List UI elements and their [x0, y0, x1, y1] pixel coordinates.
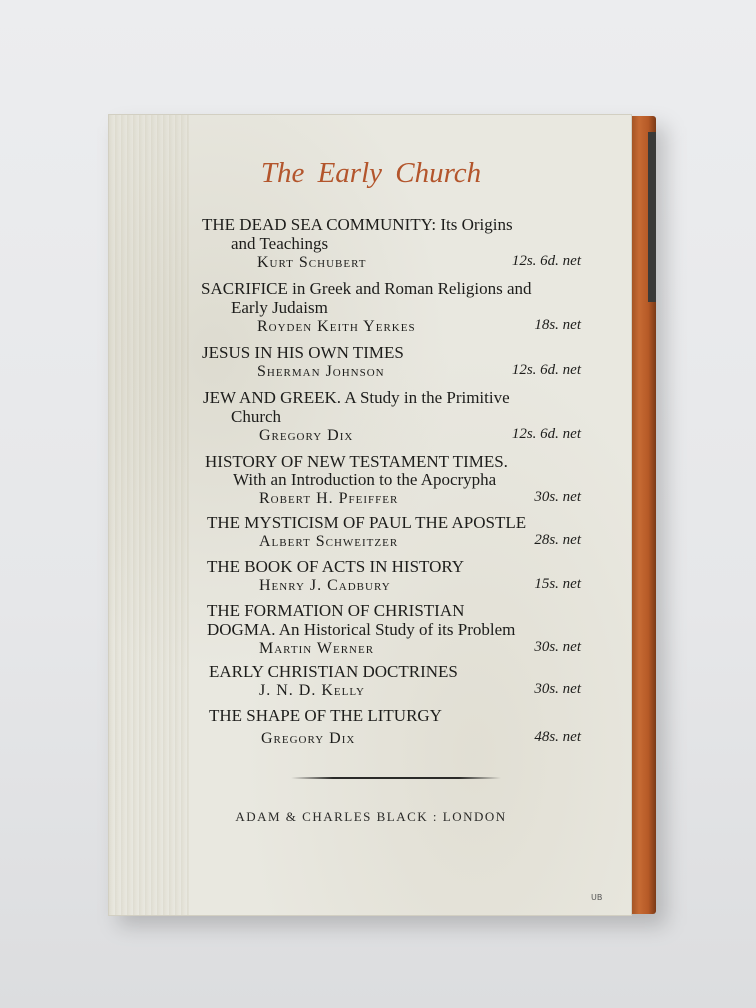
entry-title-line: THE FORMATION OF CHRISTIAN [207, 601, 465, 620]
entry-author: Robert H. Pfeiffer [259, 490, 399, 507]
entry-title-line: THE SHAPE OF THE LITURGY [209, 706, 442, 725]
entry-author: Gregory Dix [259, 427, 354, 444]
book [108, 114, 660, 916]
entry-price: 30s. net [534, 639, 581, 655]
entry-price: 15s. net [534, 576, 581, 592]
entry-title-line: With an Introduction to the Apocrypha [233, 470, 497, 489]
entry-price: 48s. net [534, 729, 581, 745]
entry-price: 18s. net [534, 317, 581, 333]
entry-title-line: Church [231, 407, 282, 426]
entry-author: Albert Schweitzer [259, 533, 399, 550]
book-list [109, 115, 633, 917]
entry-price: 12s. 6d. net [511, 253, 581, 269]
entry-price: 30s. net [534, 489, 581, 505]
entry-author: Kurt Schubert [257, 254, 367, 271]
entry-title-line: THE MYSTICISM OF PAUL THE APOSTLE [207, 513, 527, 532]
entry-price: 12s. 6d. net [511, 426, 581, 442]
entry-author: Martin Werner [259, 640, 375, 657]
entry-title-line: EARLY CHRISTIAN DOCTRINES [209, 662, 458, 681]
publisher-imprint: ADAM & CHARLES BLACK : LONDON [235, 809, 507, 824]
entry-title-line: THE DEAD SEA COMMUNITY: Its Origins [202, 215, 513, 234]
entry-title-line: HISTORY OF NEW TESTAMENT TIMES. [205, 452, 508, 471]
entry-title-line: SACRIFICE in Greek and Roman Religions and [201, 279, 532, 298]
cover-title: The Early Church [260, 157, 482, 189]
printer-code: UB [591, 893, 603, 902]
spine-label-strip [648, 132, 656, 302]
entry-price: 12s. 6d. net [511, 362, 581, 378]
entry-price: 28s. net [534, 532, 581, 548]
entry-title-line: and Teachings [231, 234, 329, 253]
entry-title-line: Early Judaism [231, 298, 328, 317]
entry-author: J. N. D. Kelly [259, 682, 365, 699]
entry-author: Gregory Dix [261, 730, 356, 747]
entry-title-line: JEW AND GREEK. A Study in the Primitive [203, 388, 510, 407]
entry-title-line: THE BOOK OF ACTS IN HISTORY [207, 557, 465, 576]
entry-price: 30s. net [534, 681, 581, 697]
entry-author: Royden Keith Yerkes [257, 318, 416, 335]
entry-author: Henry J. Cadbury [259, 577, 391, 594]
entry-title-line: JESUS IN HIS OWN TIMES [202, 343, 404, 362]
decorative-rule [291, 777, 501, 779]
back-cover [108, 114, 632, 916]
entry-author: Sherman Johnson [257, 363, 385, 380]
entry-title-line: DOGMA. An Historical Study of its Problem [207, 620, 516, 639]
